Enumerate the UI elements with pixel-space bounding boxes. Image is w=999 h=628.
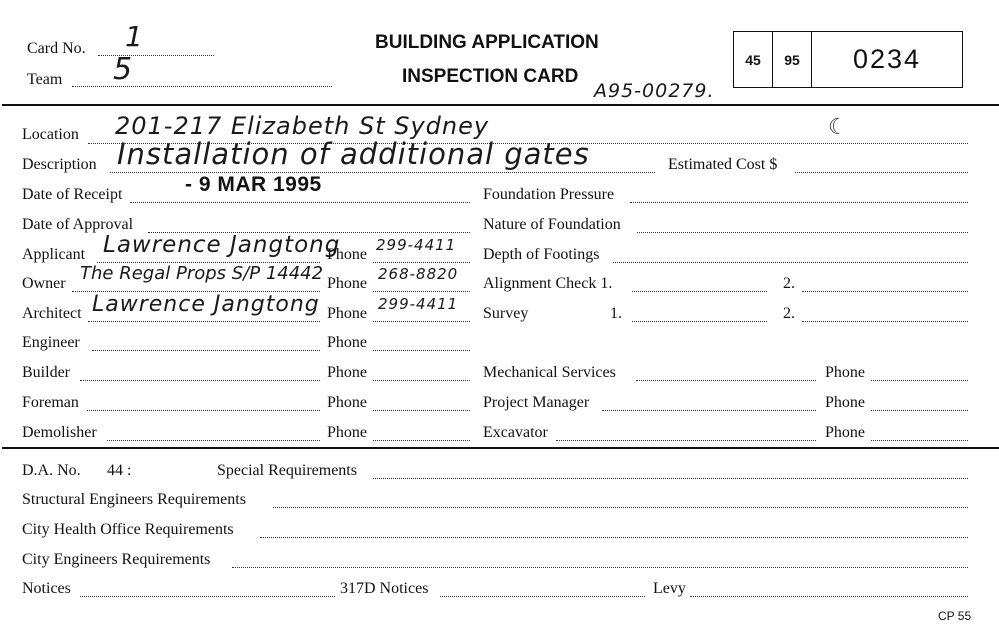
team-label: Team [27, 71, 63, 88]
applicant-phone-value: 299-4411 [376, 236, 457, 254]
da-no-value: 44 : [107, 462, 132, 479]
estimated-cost-label: Estimated Cost $ [668, 156, 778, 173]
foreman-label: Foreman [22, 394, 79, 411]
demolisher-phone-line [373, 440, 470, 441]
reference-number: A95-00279. [594, 80, 715, 102]
form-code: CP 55 [938, 609, 972, 623]
card-box-1: 45 [734, 32, 773, 87]
applicant-phone-line [373, 262, 470, 263]
owner-phone-line [373, 291, 470, 292]
owner-label: Owner [22, 275, 66, 292]
city-health-label: City Health Office Requirements [22, 521, 234, 538]
nature-foundation-label: Nature of Foundation [483, 216, 621, 233]
builder-phone-line [373, 380, 470, 381]
applicant-phone-label: Phone [327, 246, 367, 263]
levy-label: Levy [653, 580, 686, 597]
foreman-phone-label: Phone [327, 394, 367, 411]
project-manager-phone-line [871, 410, 968, 411]
form-title-line2: INSPECTION CARD [402, 66, 579, 87]
team-value: 5 [113, 52, 134, 87]
architect-phone-label: Phone [327, 305, 367, 322]
architect-phone-value: 299-4411 [378, 295, 459, 313]
estimated-cost-line [795, 172, 968, 173]
form-title-line1: BUILDING APPLICATION [375, 32, 599, 53]
foreman-line [87, 410, 320, 411]
architect-value: Lawrence Jangtong [92, 292, 320, 317]
foreman-phone-line [373, 410, 470, 411]
middle-divider [2, 447, 999, 449]
mark-icon: ☾ [828, 114, 848, 139]
survey-2-label: 2. [783, 305, 795, 322]
notices-label: Notices [22, 580, 71, 597]
card-no-value: 1 [125, 20, 144, 53]
structural-engineers-line [273, 507, 968, 508]
location-label: Location [22, 126, 79, 143]
notices-317d-label: 317D Notices [340, 580, 429, 597]
depth-footings-line [613, 262, 968, 263]
receipt-stamp: - 9 MAR 1995 [185, 173, 322, 196]
city-engineers-line [232, 567, 968, 568]
excavator-label: Excavator [483, 424, 548, 441]
card-box-2: 95 [773, 32, 812, 87]
nature-foundation-line [637, 232, 968, 233]
alignment-check-line-1 [632, 291, 767, 292]
approval-label: Date of Approval [22, 216, 134, 233]
engineer-phone-line [373, 350, 470, 351]
foundation-pressure-line [630, 202, 968, 203]
da-no-label: D.A. No. [22, 462, 81, 479]
receipt-label: Date of Receipt [22, 186, 123, 203]
mechanical-phone-label: Phone [825, 364, 865, 381]
architect-phone-line [373, 321, 470, 322]
header-divider [2, 104, 999, 106]
owner-phone-value: 268-8820 [378, 265, 459, 283]
project-manager-phone-label: Phone [825, 394, 865, 411]
owner-phone-label: Phone [327, 275, 367, 292]
special-requirements-line [373, 478, 968, 479]
project-manager-label: Project Manager [483, 394, 590, 411]
foundation-pressure-label: Foundation Pressure [483, 186, 615, 203]
applicant-label: Applicant [22, 246, 86, 263]
excavator-phone-line [871, 440, 968, 441]
location-value: 201-217 Elizabeth St Sydney [115, 112, 490, 140]
city-health-line [260, 537, 968, 538]
applicant-value: Lawrence Jangtong [103, 232, 341, 258]
owner-value: The Regal Props S/P 14442 [80, 263, 324, 284]
engineer-line [92, 350, 320, 351]
demolisher-phone-label: Phone [327, 424, 367, 441]
demolisher-line [107, 440, 320, 441]
architect-line [88, 321, 320, 322]
builder-line [80, 380, 320, 381]
demolisher-label: Demolisher [22, 424, 97, 441]
builder-label: Builder [22, 364, 70, 381]
card-number-boxes [733, 31, 963, 88]
notices-317d-line [440, 596, 645, 597]
mechanical-services-label: Mechanical Services [483, 364, 616, 381]
alignment-check-2-label: 2. [783, 275, 795, 292]
receipt-line [130, 202, 470, 203]
special-requirements-label: Special Requirements [217, 462, 357, 479]
survey-line-1 [632, 321, 767, 322]
engineer-label: Engineer [22, 334, 80, 351]
excavator-line [556, 440, 816, 441]
survey-label: Survey [483, 305, 529, 322]
structural-engineers-label: Structural Engineers Requirements [22, 491, 246, 508]
builder-phone-label: Phone [327, 364, 367, 381]
architect-label: Architect [22, 305, 82, 322]
card-no-label: Card No. [27, 40, 86, 57]
depth-footings-label: Depth of Footings [483, 246, 600, 263]
engineer-phone-label: Phone [327, 334, 367, 351]
alignment-check-label: Alignment Check 1. [483, 275, 613, 292]
card-box-3: 0234 [852, 44, 922, 74]
city-engineers-label: City Engineers Requirements [22, 551, 211, 568]
notices-line [80, 596, 335, 597]
description-value: Installation of additional gates [117, 137, 590, 171]
excavator-phone-label: Phone [825, 424, 865, 441]
mechanical-phone-line [871, 380, 968, 381]
survey-1-label: 1. [610, 305, 622, 322]
survey-line-2 [802, 321, 968, 322]
team-line [72, 86, 332, 87]
description-label: Description [22, 156, 97, 173]
project-manager-line [602, 410, 816, 411]
alignment-check-line-2 [802, 291, 968, 292]
mechanical-services-line [636, 380, 816, 381]
levy-line [690, 596, 968, 597]
